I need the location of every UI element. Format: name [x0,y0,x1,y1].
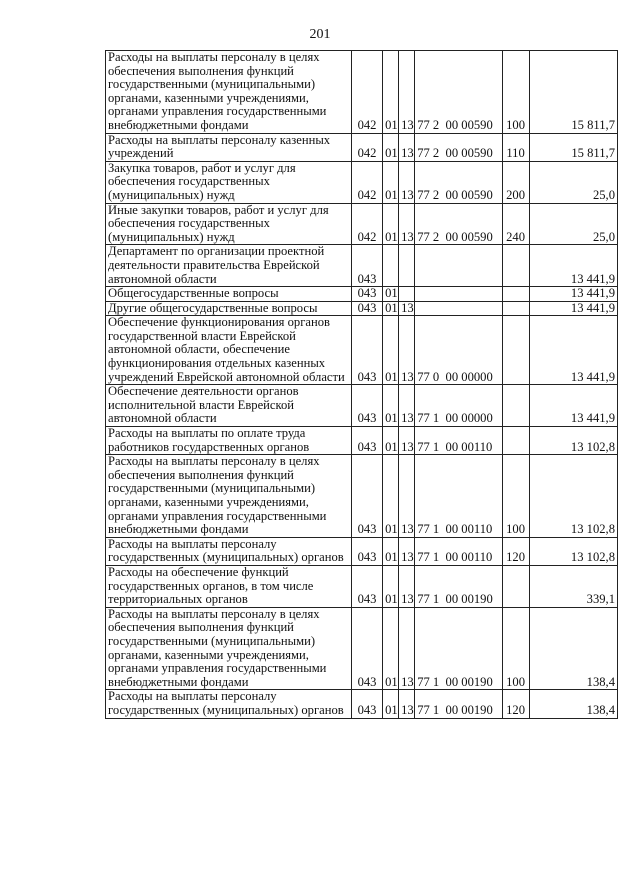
amount-cell: 13 102,8 [529,537,617,565]
table-row [106,316,618,385]
target-article-cell: 77 2 00 00590 [415,133,502,161]
ministry-code-cell: 042 [351,51,382,134]
section-code-cell: 01 [383,161,399,203]
expense-name-cell: Департамент по организации проектной деятельности правительства Еврейской автономной области [106,245,352,287]
section-code-cell: 01 [383,455,399,538]
amount-cell: 13 102,8 [529,427,617,455]
section-code-cell: 01 [383,316,399,385]
subsection-code-cell: 13 [399,316,415,385]
subsection-code-cell: 13 [399,690,415,718]
subsection-code-cell: 13 [399,607,415,690]
budget-table [105,50,618,719]
ministry-code-cell: 043 [351,385,382,427]
amount-cell: 339,1 [529,565,617,607]
section-code-cell [383,245,399,287]
expense-type-cell [502,385,529,427]
target-article-cell [415,245,502,287]
expense-name-cell: Расходы на выплаты персоналу государственных (муниципальных) органов [106,537,352,565]
amount-cell: 13 441,9 [529,316,617,385]
amount-cell: 13 441,9 [529,385,617,427]
table-row [106,427,618,455]
section-code-cell: 01 [383,385,399,427]
ministry-code-cell: 042 [351,133,382,161]
ministry-code-cell: 043 [351,565,382,607]
amount-cell: 13 102,8 [529,455,617,538]
expense-type-cell [502,245,529,287]
page-number: 201 [309,27,331,42]
target-article-cell: 77 1 00 00000 [415,385,502,427]
table-row [106,455,618,538]
table-row [106,690,618,718]
expense-type-cell [502,427,529,455]
table-row [106,607,618,690]
expense-name-cell: Расходы на выплаты персоналу казенных учреждений [106,133,352,161]
amount-cell: 15 811,7 [529,133,617,161]
target-article-cell: 77 1 00 00190 [415,607,502,690]
expense-type-cell: 120 [502,537,529,565]
amount-cell: 138,4 [529,607,617,690]
subsection-code-cell: 13 [399,565,415,607]
target-article-cell: 77 2 00 00590 [415,203,502,245]
ministry-code-cell: 043 [351,455,382,538]
amount-cell: 15 811,7 [529,51,617,134]
expense-name-cell: Расходы на выплаты персоналу в целях обеспечения выполнения функций государственными (муниципальными) органами, казенными учреждениями, органами управления государственными внебюджетными фондами [106,607,352,690]
subsection-code-cell: 13 [399,133,415,161]
ministry-code-cell: 043 [351,607,382,690]
expense-type-cell: 120 [502,690,529,718]
budget-table-body [106,51,618,719]
ministry-code-cell: 042 [351,203,382,245]
table-row [106,133,618,161]
table-row [106,161,618,203]
expense-type-cell [502,316,529,385]
target-article-cell: 77 0 00 00000 [415,316,502,385]
ministry-code-cell: 043 [351,537,382,565]
subsection-code-cell: 13 [399,455,415,538]
expense-type-cell: 100 [502,51,529,134]
table-row [106,301,618,316]
amount-cell: 138,4 [529,690,617,718]
section-code-cell: 01 [383,607,399,690]
table-row [106,245,618,287]
subsection-code-cell: 13 [399,427,415,455]
expense-type-cell: 240 [502,203,529,245]
amount-cell: 13 441,9 [529,245,617,287]
ministry-code-cell: 043 [351,427,382,455]
target-article-cell: 77 1 00 00110 [415,455,502,538]
table-row [106,287,618,302]
ministry-code-cell: 043 [351,690,382,718]
section-code-cell: 01 [383,690,399,718]
expense-type-cell: 100 [502,607,529,690]
target-article-cell [415,287,502,302]
subsection-code-cell [399,245,415,287]
subsection-code-cell: 13 [399,161,415,203]
amount-cell: 13 441,9 [529,301,617,316]
section-code-cell: 01 [383,301,399,316]
ministry-code-cell: 043 [351,245,382,287]
amount-cell: 25,0 [529,161,617,203]
subsection-code-cell: 13 [399,51,415,134]
ministry-code-cell: 043 [351,316,382,385]
expense-type-cell [502,565,529,607]
section-code-cell: 01 [383,537,399,565]
section-code-cell: 01 [383,565,399,607]
expense-name-cell: Общегосударственные вопросы [106,287,352,302]
expense-type-cell [502,301,529,316]
section-code-cell: 01 [383,133,399,161]
expense-type-cell: 200 [502,161,529,203]
amount-cell: 25,0 [529,203,617,245]
target-article-cell: 77 2 00 00590 [415,161,502,203]
target-article-cell: 77 1 00 00110 [415,427,502,455]
target-article-cell [415,301,502,316]
expense-name-cell: Расходы на выплаты персоналу государственных (муниципальных) органов [106,690,352,718]
expense-name-cell: Обеспечение функционирования органов государственной власти Еврейской автономной области, обеспечение функционирования отдельных казенных учреждений Еврейской автономной области [106,316,352,385]
target-article-cell: 77 2 00 00590 [415,51,502,134]
subsection-code-cell: 13 [399,537,415,565]
table-row [106,203,618,245]
target-article-cell: 77 1 00 00190 [415,690,502,718]
ministry-code-cell: 043 [351,287,382,302]
expense-type-cell: 110 [502,133,529,161]
target-article-cell: 77 1 00 00190 [415,565,502,607]
subsection-code-cell [399,287,415,302]
expense-name-cell: Расходы на обеспечение функций государственных органов, в том числе территориальных органов [106,565,352,607]
target-article-cell: 77 1 00 00110 [415,537,502,565]
expense-type-cell: 100 [502,455,529,538]
subsection-code-cell: 13 [399,301,415,316]
table-row [106,51,618,134]
ministry-code-cell: 042 [351,161,382,203]
amount-cell: 13 441,9 [529,287,617,302]
table-row [106,537,618,565]
section-code-cell: 01 [383,203,399,245]
expense-name-cell: Расходы на выплаты по оплате труда работников государственных органов [106,427,352,455]
expense-name-cell: Закупка товаров, работ и услуг для обеспечения государственных (муниципальных) нужд [106,161,352,203]
subsection-code-cell: 13 [399,385,415,427]
expense-name-cell: Другие общегосударственные вопросы [106,301,352,316]
subsection-code-cell: 13 [399,203,415,245]
expense-name-cell: Обеспечение деятельности органов исполнительной власти Еврейской автономной области [106,385,352,427]
expense-name-cell: Иные закупки товаров, работ и услуг для обеспечения государственных (муниципальных) нужд [106,203,352,245]
expense-name-cell: Расходы на выплаты персоналу в целях обеспечения выполнения функций государственными (муниципальными) органами, казенными учреждениями, органами управления государственными внебюджетными фондами [106,455,352,538]
table-row [106,385,618,427]
ministry-code-cell: 043 [351,301,382,316]
table-row [106,565,618,607]
section-code-cell: 01 [383,287,399,302]
expense-name-cell: Расходы на выплаты персоналу в целях обеспечения выполнения функций государственными (муниципальными) органами, казенными учреждениями, органами управления государственными внебюджетными фондами [106,51,352,134]
section-code-cell: 01 [383,51,399,134]
section-code-cell: 01 [383,427,399,455]
expense-type-cell [502,287,529,302]
